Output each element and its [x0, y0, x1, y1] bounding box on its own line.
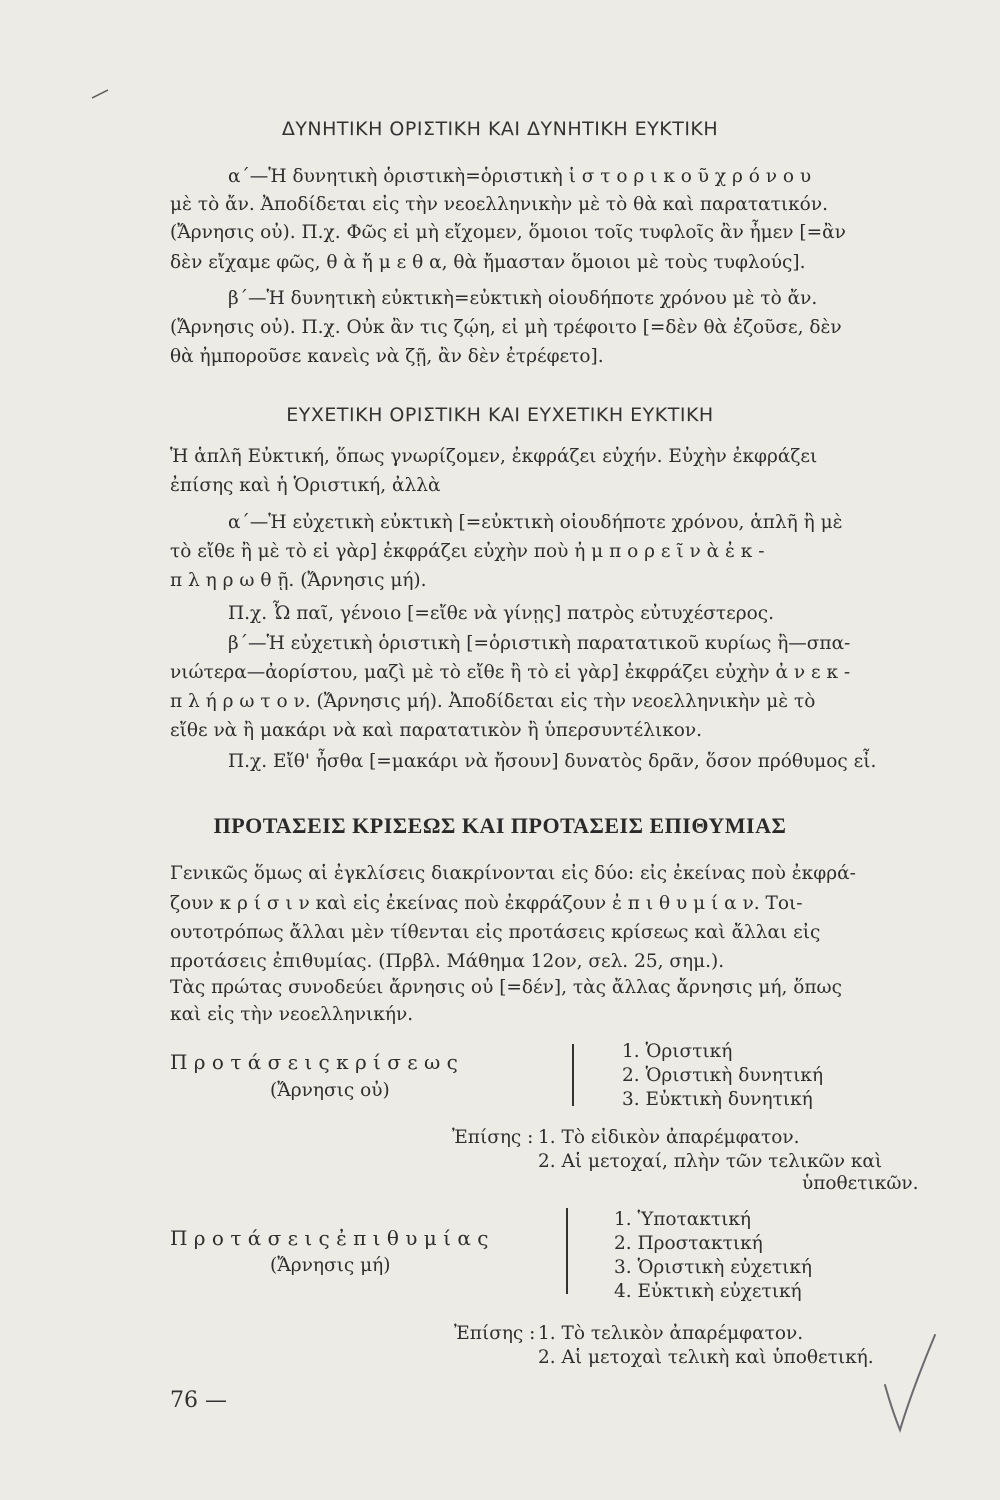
text-line: β΄—Ἡ εὐχετικὴ ὁριστικὴ [=ὁριστικὴ παρατατικοῦ κυρίως ἢ—σπα- [228, 633, 851, 654]
list-item: 3. Ὁριστικὴ εὐχετική [614, 1257, 812, 1278]
section-heading-optative: ΕΥΧΕΤΙΚΗ ΟΡΙΣΤΙΚΗ ΚΑΙ ΕΥΧΕΤΙΚΗ ΕΥΚΤΙΚΗ [286, 404, 714, 426]
pencil-check-mark-icon [880, 1330, 940, 1440]
text-line: Τὰς πρώτας συνοδεύει ἄρνησις οὐ [=δέν], τὰς ἄλλας ἄρνησις μή, ὅπως [170, 977, 842, 998]
brace-divider [566, 1208, 568, 1294]
list-item: 2. Αἱ μετοχαὶ τελικὴ καὶ ὑποθετική. [538, 1347, 874, 1368]
text-line: ουτοτρόπως ἄλλαι μὲν τίθενται εἰς προτάσεις κρίσεως καὶ ἄλλαι εἰς [170, 922, 821, 943]
text-line: εἴθε νὰ ἢ μακάρι νὰ καὶ παρατατικὸν ἢ ὑπερσυντέλικον. [170, 720, 703, 741]
text-line: τὸ εἴθε ἢ μὲ τὸ εἰ γὰρ] ἐκφράζει εὐχὴν ποὺ ἠ μ π ο ρ ε ῖ ν ὰ ἐ κ - [170, 541, 765, 562]
list-item: ὑποθετικῶν. [802, 1173, 919, 1194]
list-item: 2. Ὁριστικὴ δυνητική [622, 1065, 824, 1086]
section-heading-dynamic: ΔΥΝΗΤΙΚΗ ΟΡΙΣΤΙΚΗ ΚΑΙ ΔΥΝΗΤΙΚΗ ΕΥΚΤΙΚΗ [281, 118, 719, 140]
text-line: προτάσεις ἐπιθυμίας. (Πρβλ. Μάθημα 12ον, σελ. 25, σημ.). [170, 951, 725, 972]
text-line: Γενικῶς ὅμως αἱ ἐγκλίσεις διακρίνονται εἰς δύο: εἰς ἐκείνας ποὺ ἐκφρά- [170, 863, 856, 884]
text-line: π λ η ρ ω θ ῇ. (Ἄρνησις μή). [170, 570, 427, 591]
stray-mark-icon [90, 88, 110, 100]
text-line: Π.χ. Εἴθ' ἦσθα [=μακάρι νὰ ἤσουν] δυνατὸς δρᾶν, ὅσον πρόθυμος εἶ. [228, 751, 877, 772]
list-item: 1. Ὑποτακτική [614, 1209, 751, 1230]
also-label: Ἐπίσης : [452, 1127, 534, 1148]
judgment-clauses-negation: (Ἄρνησις οὐ) [270, 1080, 390, 1101]
text-line: Π.χ. Ὦ παῖ, γένοιο [=εἴθε νὰ γίνῃς] πατρὸς εὐτυχέστερος. [228, 603, 775, 624]
desire-clauses-negation: (Ἄρνησις μή) [270, 1255, 391, 1276]
desire-clauses-title: Π ρ ο τ ά σ ε ι ς ἐ π ι θ υ μ ί α ς [170, 1226, 489, 1250]
brace-divider [572, 1044, 574, 1106]
also-label: Ἐπίσης : [454, 1323, 536, 1344]
page-number: 76 — [170, 1388, 227, 1413]
text-line: α΄—Ἡ δυνητικὴ ὁριστικὴ=ὁριστικὴ ἱ σ τ ο ρ ι κ ο ῦ χ ρ ό ν ο υ [228, 166, 812, 187]
text-line: δὲν εἴχαμε φῶς, θ ὰ ἤ μ ε θ α, θὰ ἤμασταν ὅμοιοι μὲ τοὺς τυφλούς]. [170, 252, 806, 273]
list-item: 4. Εὐκτικὴ εὐχετική [614, 1281, 802, 1302]
text-line: α΄—Ἡ εὐχετικὴ εὐκτικὴ [=εὐκτικὴ οἱουδήποτε χρόνου, ἁπλῆ ἢ μὲ [228, 512, 843, 533]
text-line: θὰ ἠμποροῦσε κανεὶς νὰ ζῇ, ἂν δὲν ἐτρέφετο]. [170, 346, 604, 367]
list-item: 3. Εὐκτικὴ δυνητική [622, 1089, 813, 1110]
text-line: νιώτερα—ἀορίστου, μαζὶ μὲ τὸ εἴθε ἢ τὸ εἰ γὰρ] ἐκφράζει εὐχὴν ἀ ν ε κ - [170, 662, 851, 683]
text-line: β΄—Ἡ δυνητικὴ εὐκτικὴ=εὐκτικὴ οἱουδήποτε χρόνου μὲ τὸ ἄν. [228, 288, 818, 309]
text-line: καὶ εἰς τὴν νεοελληνικήν. [170, 1004, 414, 1025]
text-line: Ἡ ἁπλῆ Εὐκτική, ὅπως γνωρίζομεν, ἐκφράζει εὐχήν. Εὐχὴν ἐκφράζει [170, 446, 818, 467]
list-item: 1. Τὸ εἰδικὸν ἀπαρέμφατον. [538, 1127, 800, 1148]
text-line: π λ ή ρ ω τ ο ν. (Ἄρνησις μή). Ἀποδίδεται εἰς τὴν νεοελληνικὴν μὲ τὸ [170, 691, 816, 712]
text-line: μὲ τὸ ἄν. Ἀποδίδεται εἰς τὴν νεοελληνικὴν μὲ τὸ θὰ καὶ παρατατικόν. [170, 194, 828, 215]
section-heading-clauses: ΠΡΟΤΑΣΕΙΣ ΚΡΙΣΕΩΣ ΚΑΙ ΠΡΟΤΑΣΕΙΣ ΕΠΙΘΥΜΙΑΣ [213, 813, 787, 838]
text-line: ἐπίσης καὶ ἡ Ὁριστική, ἀλλὰ [170, 475, 441, 496]
list-item: 1. Τὸ τελικὸν ἀπαρέμφατον. [538, 1323, 804, 1344]
list-item: 2. Αἱ μετοχαί, πλὴν τῶν τελικῶν καὶ [538, 1151, 883, 1172]
list-item: 2. Προστακτική [614, 1233, 763, 1254]
text-line: ζουν κ ρ ί σ ι ν καὶ εἰς ἐκείνας ποὺ ἐκφράζουν ἐ π ι θ υ μ ί α ν. Τοι- [170, 893, 803, 914]
text-line: (Ἄρνησις οὐ). Π.χ. Φῶς εἰ μὴ εἴχομεν, ὅμοιοι τοῖς τυφλοῖς ἂν ἦμεν [=ἂν [170, 222, 846, 243]
list-item: 1. Ὁριστική [622, 1041, 733, 1062]
text-line: (Ἄρνησις οὐ). Π.χ. Οὐκ ἂν τις ζῴη, εἰ μὴ τρέφοιτο [=δὲν θὰ ἐζοῦσε, δὲν [170, 317, 842, 338]
judgment-clauses-title: Π ρ ο τ ά σ ε ι ς κ ρ ί σ ε ω ς [170, 1050, 458, 1074]
